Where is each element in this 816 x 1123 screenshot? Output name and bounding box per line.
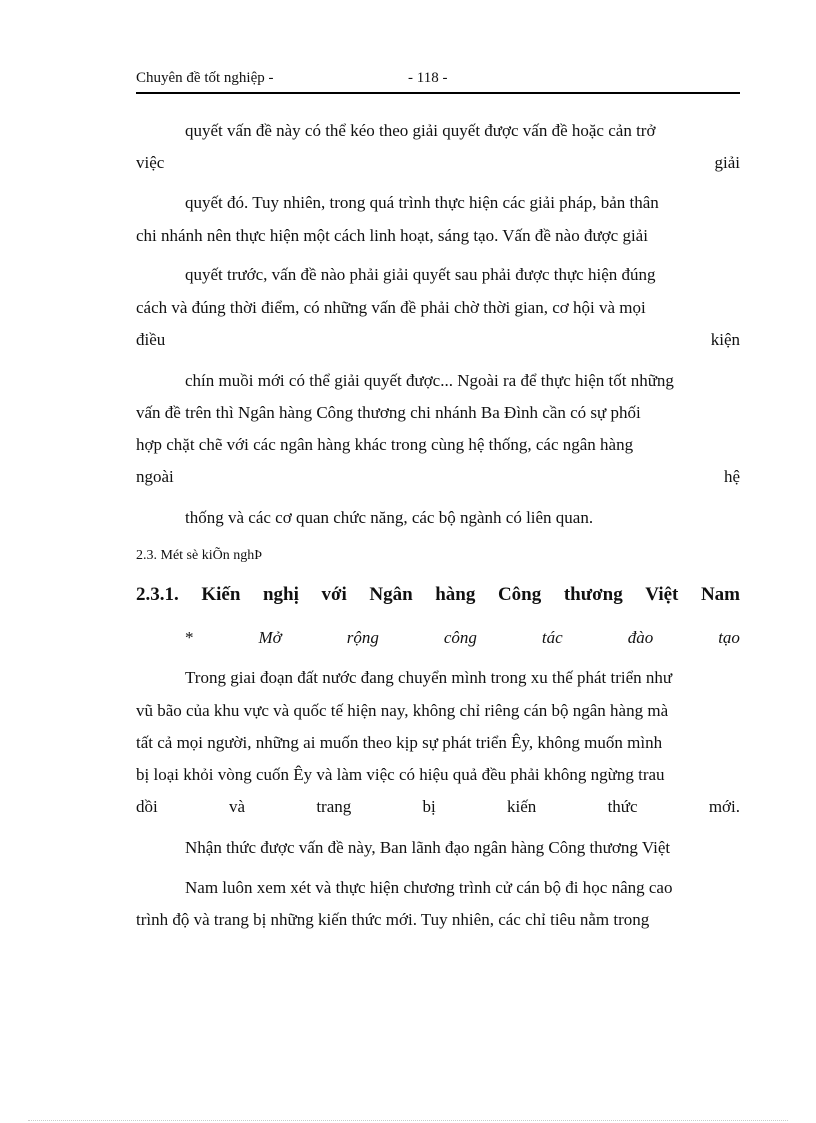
text-line: tất cả mọi người, những ai muốn theo kịp sự phát triển Êy, không muốn mình (136, 733, 663, 752)
word: thức (607, 797, 638, 816)
page-number: - 118 - (408, 70, 448, 86)
word: kiến (507, 797, 537, 816)
bullet-heading (185, 627, 740, 649)
word: 2.3.1. (136, 584, 179, 605)
word: Nam (700, 584, 740, 605)
word: dồi (136, 797, 158, 816)
word: trang (316, 797, 352, 816)
word: việc (136, 153, 165, 172)
text-line: quyết trước, vấn đề nào phải giải quyết sau phải được thực hiện đúng (185, 265, 656, 284)
bullet-mark: * (185, 628, 194, 647)
word: với (321, 584, 347, 605)
page-header (136, 68, 740, 94)
word: giải (714, 153, 740, 172)
text-line (136, 329, 740, 351)
word: bị (422, 797, 436, 816)
word: rộng (346, 628, 379, 647)
text-line (136, 466, 740, 488)
word: thương (563, 584, 623, 605)
word: Việt (645, 584, 679, 605)
word: Ngân (369, 584, 413, 605)
word: hệ (723, 467, 740, 486)
word: kiện (710, 330, 740, 349)
word: và (229, 797, 246, 816)
text-line: chín muồi mới có thể giải quyết được... Ngoài ra để thực hiện tốt những (185, 371, 674, 390)
bottom-rule (28, 1120, 788, 1121)
word: Công (497, 584, 542, 605)
word: hàng (435, 584, 476, 605)
text-line: thống và các cơ quan chức năng, các bộ ngành có liên quan. (185, 508, 594, 527)
text-line: cách và đúng thời điểm, có những vấn đề phải chờ thời gian, cơ hội và mọi (136, 298, 646, 317)
text-line: Trong giai đoạn đất nước đang chuyển mình trong xu thế phát triển như (185, 668, 673, 687)
text-line (136, 796, 740, 818)
text-line: quyết vấn đề này có thể kéo theo giải quyết được vấn đề hoặc cản trở (185, 121, 656, 140)
text-line: vấn đề trên thì Ngân hàng Công thương chi nhánh Ba Đình cần có sự phối (136, 403, 641, 422)
word: ngoài (136, 467, 174, 486)
text-line: hợp chặt chẽ với các ngân hàng khác trong cùng hệ thống, các ngân hàng (136, 435, 634, 454)
word: tác (541, 628, 563, 647)
word: Mở (258, 628, 282, 647)
text-line: trình độ và trang bị những kiến thức mới. Tuy nhiên, các chỉ tiêu nằm trong (136, 910, 650, 929)
word: đào (627, 628, 654, 647)
word: tạo (718, 628, 740, 647)
text-line: bị loại khỏi vòng cuốn Êy và làm việc có hiệu quả đều phải không ngừng trau (136, 765, 665, 784)
subsection-heading (136, 584, 740, 606)
text-line: vũ bão của khu vực và quốc tế hiện nay, không chỉ riêng cán bộ ngân hàng mà (136, 701, 669, 720)
text-line (136, 152, 740, 174)
text-line: Nhận thức được vấn đề này, Ban lãnh đạo ngân hàng Công thương Việt (185, 838, 671, 857)
word: điều (136, 330, 166, 349)
section-heading: 2.3. Mét sè kiÕn nghÞ (136, 548, 262, 563)
word: nghị (262, 584, 299, 605)
text-line: Nam luôn xem xét và thực hiện chương trình cử cán bộ đi học nâng cao (185, 878, 673, 897)
word: mới. (708, 797, 740, 816)
word: Kiến (201, 584, 241, 605)
text-line: chi nhánh nên thực hiện một cách linh hoạt, sáng tạo. Vấn đề nào được giải (136, 226, 648, 245)
word: công (443, 628, 477, 647)
document-title: Chuyên đề tốt nghiệp - (136, 70, 274, 86)
text-line: quyết đó. Tuy nhiên, trong quá trình thực hiện các giải pháp, bản thân (185, 193, 659, 212)
